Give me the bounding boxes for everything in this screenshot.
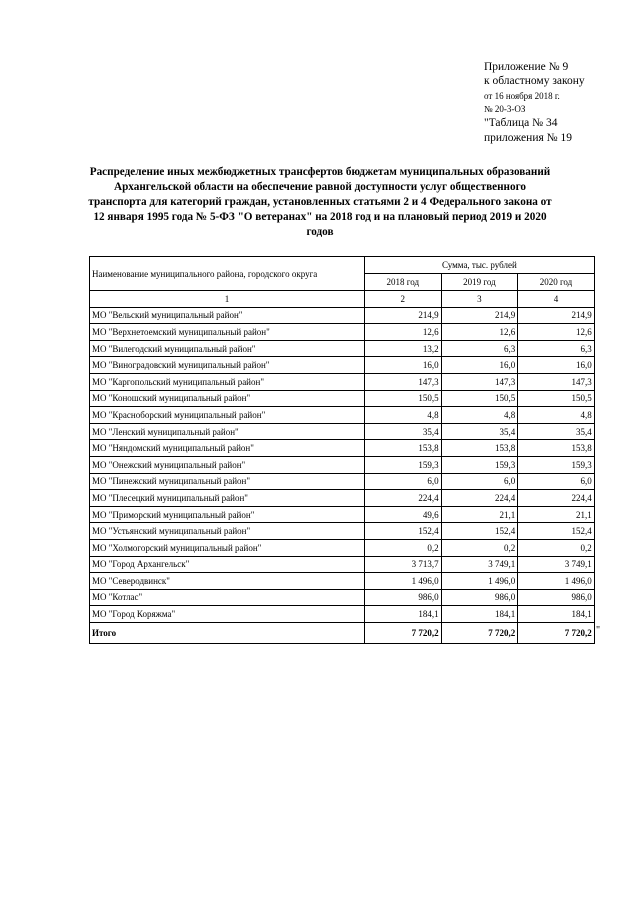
row-name: МО "Плесецкий муниципальный район" (90, 490, 365, 507)
row-name: МО "Коношский муниципальный район" (90, 390, 365, 407)
col-number: 1 (90, 291, 365, 308)
row-name: МО "Ленский муниципальный район" (90, 423, 365, 440)
row-name: МО "Приморский муниципальный район" (90, 506, 365, 523)
value-2018: 0,2 (365, 539, 442, 556)
value-2018: 4,8 (365, 407, 442, 424)
value-2019: 152,4 (441, 523, 518, 540)
value-2019: 153,8 (441, 440, 518, 457)
value-2020: 35,4 (518, 423, 595, 440)
header-sum: Сумма, тыс. рублей (365, 257, 595, 274)
value-2019: 150,5 (441, 390, 518, 407)
table-row (90, 390, 595, 407)
col-number: 2 (365, 291, 442, 308)
value-2018: 6,0 (365, 473, 442, 490)
table-colnum-row (90, 291, 595, 308)
row-name: МО "Няндомский муниципальный район" (90, 440, 365, 457)
value-2020: 152,4 (518, 523, 595, 540)
appendix-block (484, 60, 634, 145)
appendix-line-3: от 16 ноября 2018 г. (484, 90, 560, 101)
closing-quote: " (596, 625, 601, 636)
row-name: МО "Устьянский муниципальный район" (90, 523, 365, 540)
table-row (90, 573, 595, 590)
value-2020: 16,0 (518, 357, 595, 374)
value-2019: 12,6 (441, 324, 518, 341)
row-name: МО "Вилегодский муниципальный район" (90, 340, 365, 357)
table-header-row (90, 257, 595, 274)
table-row (90, 340, 595, 357)
value-2019: 986,0 (441, 589, 518, 606)
table-row (90, 506, 595, 523)
total-2018: 7 720,2 (365, 622, 442, 643)
row-name: МО "Город Архангельск" (90, 556, 365, 573)
row-name: МО "Котлас" (90, 589, 365, 606)
transfers-table (89, 256, 595, 644)
value-2020: 153,8 (518, 440, 595, 457)
header-name: Наименование муниципального района, городского округа (90, 257, 365, 291)
total-2019: 7 720,2 (441, 622, 518, 643)
table-row (90, 456, 595, 473)
value-2020: 6,0 (518, 473, 595, 490)
value-2019: 6,0 (441, 473, 518, 490)
value-2020: 1 496,0 (518, 573, 595, 590)
value-2019: 214,9 (441, 307, 518, 324)
col-number: 3 (441, 291, 518, 308)
value-2018: 150,5 (365, 390, 442, 407)
row-name: МО "Красноборский муниципальный район" (90, 407, 365, 424)
appendix-line-5: "Таблица № 34 (484, 117, 558, 130)
header-year-2020: 2020 год (518, 274, 595, 291)
document-title: Распределение иных межбюджетных трансфертов бюджетам муниципальных образований Архангельской области на обеспечение равной доступности услуг общественного транспорта для категорий граждан, установленных статьями 2 и 4 Федерального закона от 12 января 1995 года № 5-ФЗ "О ветеранах" на 2018 год и на плановый период 2019 и 2020 годов (88, 166, 552, 238)
value-2020: 3 749,1 (518, 556, 595, 573)
table-row (90, 357, 595, 374)
table-row (90, 407, 595, 424)
table-row (90, 539, 595, 556)
value-2019: 3 749,1 (441, 556, 518, 573)
value-2018: 184,1 (365, 606, 442, 623)
value-2018: 153,8 (365, 440, 442, 457)
header-year-2019: 2019 год (441, 274, 518, 291)
value-2019: 1 496,0 (441, 573, 518, 590)
value-2019: 35,4 (441, 423, 518, 440)
row-name: МО "Город Коряжма" (90, 606, 365, 623)
row-name: МО "Верхнетоемский муниципальный район" (90, 324, 365, 341)
appendix-line-4: № 20-3-ОЗ (484, 104, 526, 114)
table-row (90, 373, 595, 390)
row-name: МО "Каргопольский муниципальный район" (90, 373, 365, 390)
table-row (90, 523, 595, 540)
row-name: МО "Пинежский муниципальный район" (90, 473, 365, 490)
table-row (90, 440, 595, 457)
value-2020: 184,1 (518, 606, 595, 623)
value-2020: 147,3 (518, 373, 595, 390)
row-name: МО "Северодвинск" (90, 573, 365, 590)
value-2018: 49,6 (365, 506, 442, 523)
value-2020: 214,9 (518, 307, 595, 324)
value-2018: 159,3 (365, 456, 442, 473)
row-name: МО "Холмогорский муниципальный район" (90, 539, 365, 556)
appendix-line-1: Приложение № 9 (484, 61, 569, 73)
col-number: 4 (518, 291, 595, 308)
table-row (90, 473, 595, 490)
value-2020: 224,4 (518, 490, 595, 507)
row-name: МО "Онежский муниципальный район" (90, 456, 365, 473)
table-row (90, 423, 595, 440)
value-2018: 147,3 (365, 373, 442, 390)
value-2020: 4,8 (518, 407, 595, 424)
appendix-line-2: к областному закону (484, 75, 585, 88)
value-2019: 147,3 (441, 373, 518, 390)
value-2018: 986,0 (365, 589, 442, 606)
table-row (90, 589, 595, 606)
value-2020: 12,6 (518, 324, 595, 341)
value-2019: 4,8 (441, 407, 518, 424)
table-row (90, 490, 595, 507)
value-2020: 21,1 (518, 506, 595, 523)
value-2018: 13,2 (365, 340, 442, 357)
table-body (90, 307, 595, 622)
table-row (90, 307, 595, 324)
value-2020: 159,3 (518, 456, 595, 473)
value-2018: 1 496,0 (365, 573, 442, 590)
value-2018: 12,6 (365, 324, 442, 341)
value-2018: 152,4 (365, 523, 442, 540)
table-row (90, 324, 595, 341)
value-2019: 16,0 (441, 357, 518, 374)
header-year-2018: 2018 год (365, 274, 442, 291)
total-2020: 7 720,2 (518, 622, 595, 643)
value-2019: 21,1 (441, 506, 518, 523)
table-row (90, 606, 595, 623)
value-2018: 3 713,7 (365, 556, 442, 573)
row-name: МО "Виноградовский муниципальный район" (90, 357, 365, 374)
value-2019: 6,3 (441, 340, 518, 357)
value-2020: 0,2 (518, 539, 595, 556)
value-2018: 35,4 (365, 423, 442, 440)
total-row (90, 622, 595, 643)
value-2020: 986,0 (518, 589, 595, 606)
value-2020: 6,3 (518, 340, 595, 357)
row-name: МО "Вельский муниципальный район" (90, 307, 365, 324)
appendix-line-6: приложения № 19 (484, 131, 572, 144)
value-2018: 214,9 (365, 307, 442, 324)
value-2019: 224,4 (441, 490, 518, 507)
total-label: Итого (90, 622, 365, 643)
value-2018: 224,4 (365, 490, 442, 507)
value-2019: 159,3 (441, 456, 518, 473)
table-row (90, 556, 595, 573)
value-2019: 184,1 (441, 606, 518, 623)
value-2019: 0,2 (441, 539, 518, 556)
value-2018: 16,0 (365, 357, 442, 374)
value-2020: 150,5 (518, 390, 595, 407)
